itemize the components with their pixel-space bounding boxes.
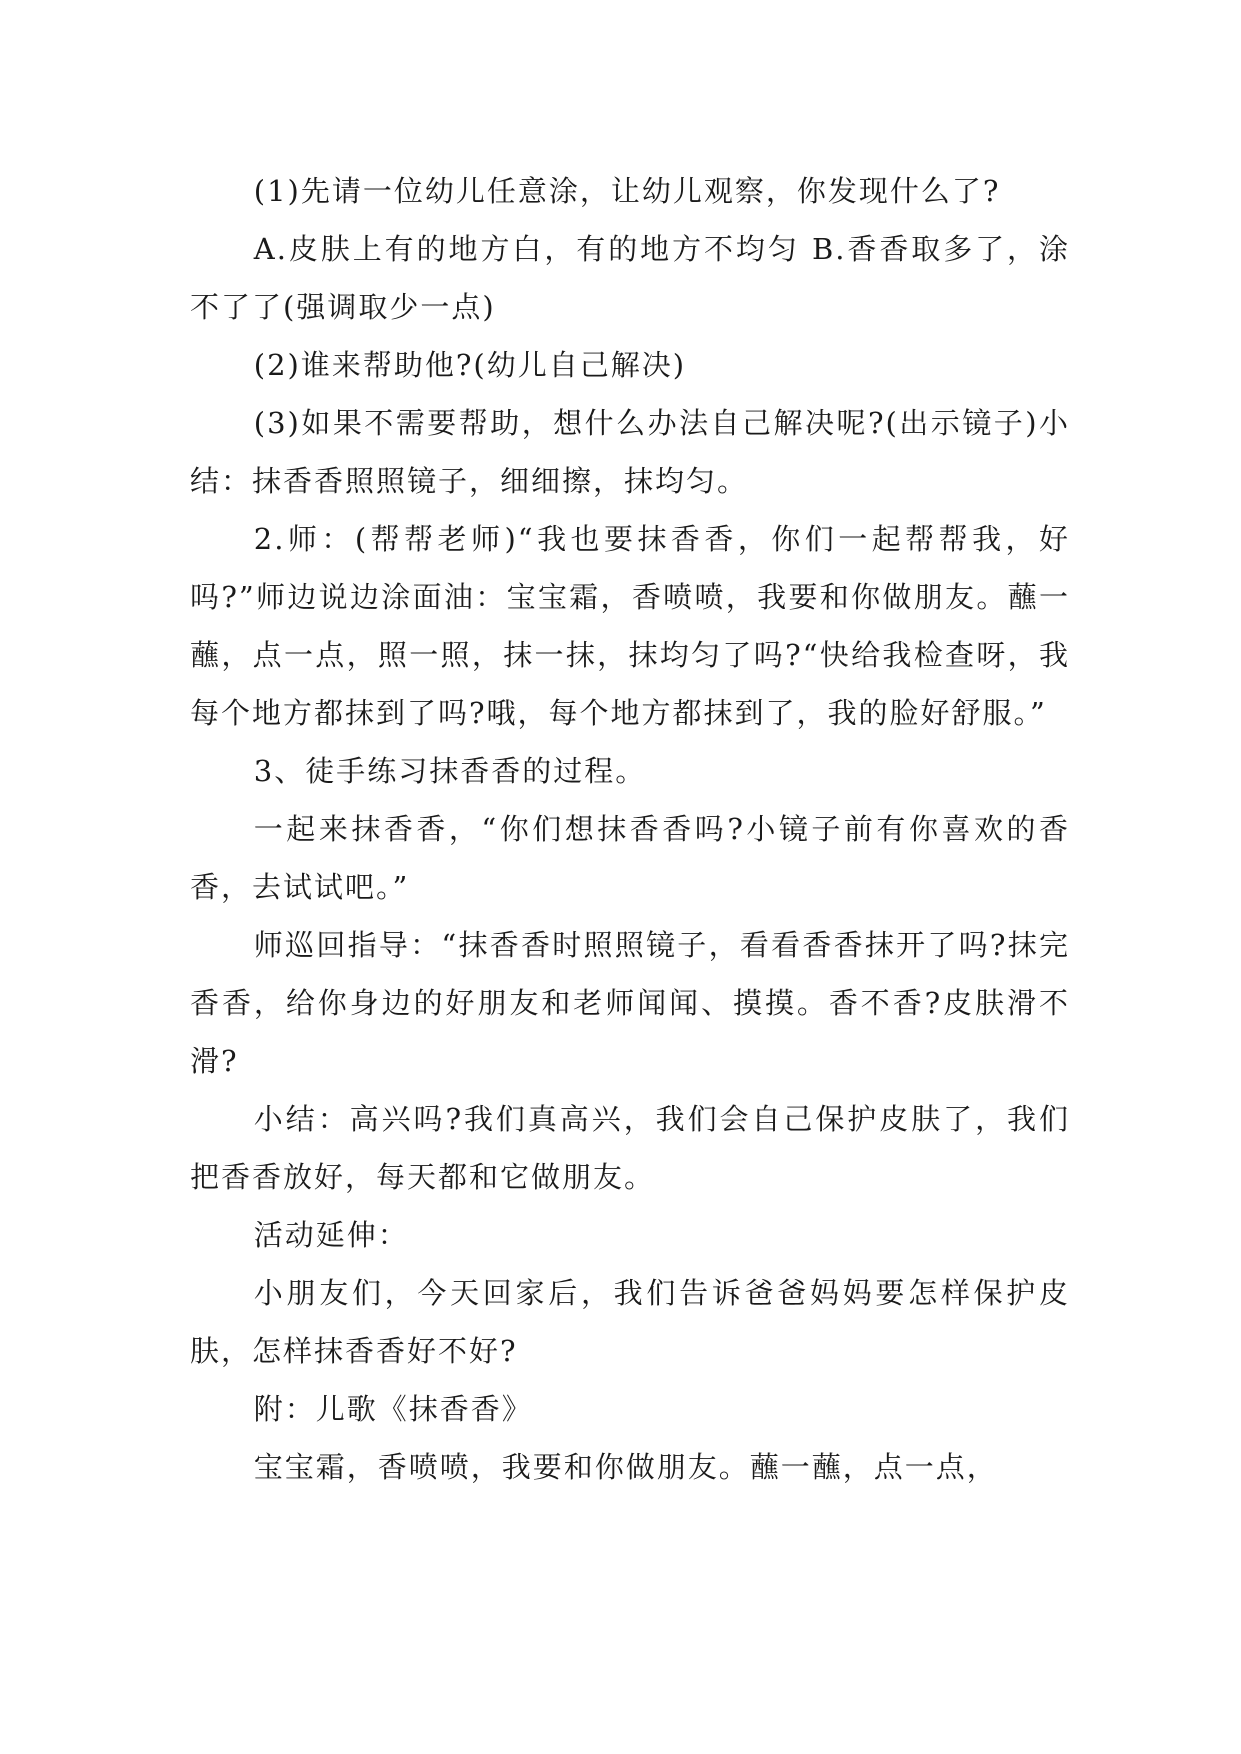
paragraph: 附：儿歌《抹香香》 xyxy=(253,1392,533,1426)
paragraph: 宝宝霜，香喷喷，我要和你做朋友。蘸一蘸，点一点， xyxy=(253,1450,998,1484)
paragraph: 小结：高兴吗?我们真高兴，我们会自己保护皮肤了，我们把香香放好，每天都和它做朋友。 xyxy=(190,1102,1070,1194)
paragraph: 活动延伸： xyxy=(253,1218,409,1252)
paragraph: 师巡回指导：“抹香香时照照镜子，看看香香抹开了吗?抹完香香，给你身边的好朋友和老师闻闻、摸摸。香不香?皮肤滑不滑? xyxy=(190,928,1070,1078)
document-body xyxy=(190,162,1070,1496)
paragraph: 2.师：(帮帮老师)“我也要抹香香，你们一起帮帮我，好吗?”师边说边涂面油：宝宝霜，香喷喷，我要和你做朋友。蘸一蘸，点一点，照一照，抹一抹，抹均匀了吗?“快给我检查呀，我每个地方都抹到了吗?哦，每个地方都抹到了，我的脸好舒服。” xyxy=(190,522,1070,730)
paragraph: 一起来抹香香，“你们想抹香香吗?小镜子前有你喜欢的香香，去试试吧。” xyxy=(190,812,1070,904)
paragraph: 小朋友们，今天回家后，我们告诉爸爸妈妈要怎样保护皮肤，怎样抹香香好不好? xyxy=(190,1276,1070,1368)
paragraph: A.皮肤上有的地方白，有的地方不均匀 B.香香取多了，涂不了了(强调取少一点) xyxy=(190,232,1070,324)
paragraph: 3、徒手练习抹香香的过程。 xyxy=(253,754,647,788)
paragraph: (3)如果不需要帮助，想什么办法自己解决呢?(出示镜子)小结：抹香香照照镜子，细细擦，抹均匀。 xyxy=(190,406,1070,498)
paragraph: (2)谁来帮助他?(幼儿自己解决) xyxy=(253,348,687,382)
paragraph: (1)先请一位幼儿任意涂，让幼儿观察，你发现什么了? xyxy=(253,174,1001,208)
